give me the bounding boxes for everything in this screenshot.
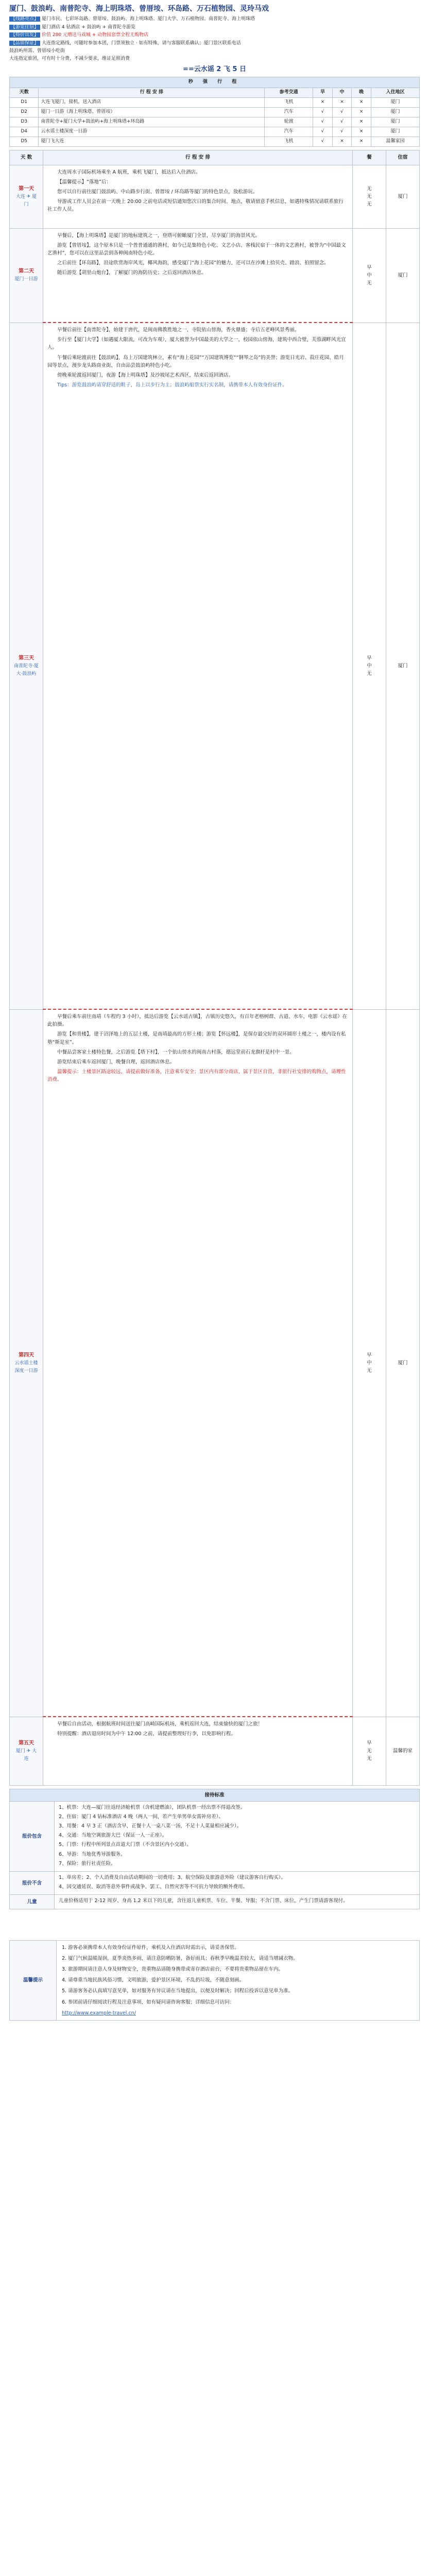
- schedule-breakfast: √: [313, 117, 333, 127]
- itinerary-column-header: 天 数: [10, 150, 43, 165]
- meal-item: 中: [367, 272, 372, 278]
- tips-content: [57, 1940, 420, 2020]
- schedule-traffic: 汽车: [265, 107, 313, 117]
- meta-text: 厦门酒店 4 钻酒店 + 鼓浪屿 + 南普陀寺游览: [42, 24, 135, 30]
- tip-item: 2. 厦门气候温暖湿润，夏季炎热多雨，请注意防晒防暑，备好雨具；春秋季早晚温差较大，请适当增减衣物。: [62, 1955, 298, 1961]
- schedule-traffic: 飞机: [265, 97, 313, 107]
- day-hotel: 厦门: [386, 323, 420, 1009]
- day-label-cell: [10, 165, 43, 228]
- day-paragraph: 傍晚乘轮渡返回厦门，夜游【海上明珠塔】及沙坡尾艺术西区，结束后返回酒店。: [57, 372, 234, 378]
- cost-item: 4、因交通延误、取消等意外事件或战争、罢工、自然灾害等不可抗力导致的额外费用。: [59, 1884, 248, 1890]
- day-paragraph: 【温馨提示】“落地”后：: [57, 179, 111, 185]
- day-content: [43, 165, 353, 228]
- day-hotel: 厦门: [386, 228, 420, 323]
- meta-lines: [9, 15, 420, 62]
- meal-item: 中: [367, 663, 372, 669]
- cost-side-label: 报价包含: [10, 1801, 55, 1871]
- day-label-cell: [10, 1009, 43, 1717]
- day-paragraph: 大连周水子国际机场乘坐 A 航班，乘机飞厦门，抵达后入住酒店。: [57, 169, 201, 175]
- tips-table: [9, 1940, 420, 2021]
- meta-line: [9, 47, 420, 55]
- day-paragraph: 早餐后前往【南普陀寺】，始建于唐代，是闽南佛教胜地之一，寺院依山傍海，香火鼎盛；寺后五老峰风景秀丽。: [57, 327, 300, 333]
- day-name: 第一天: [19, 186, 34, 192]
- schedule-row: [10, 107, 420, 117]
- tips-link[interactable]: http://www.example-travel.cn/: [62, 2010, 136, 2016]
- schedule-breakfast: √: [313, 107, 333, 117]
- cost-item: 1、单房差；2、个人消费及自由活动期间的一切费用；3、航空保险及旅游意外险（建议游客自行购买）。: [59, 1875, 286, 1881]
- cost-item: 儿童价格适用于 2-12 周岁、身高 1.2 米以下的儿童，含往返儿童机票、车位、半餐、导服；不含门票、床位，产生门票请游客现付。: [59, 1898, 348, 1904]
- schedule-table: [9, 77, 420, 147]
- schedule-stay: 厦门: [371, 107, 419, 117]
- page-subtitle: ==云水谣 2 飞 5 日: [183, 65, 246, 73]
- day-paragraph: 早餐后乘车前往南靖（车程约 3 小时），抵达后游览【云水谣古镇】，古镇历史悠久，有百年老榕树群、古道、水车，电影《云水谣》在此拍摄。: [47, 1014, 348, 1028]
- tip-item: 4. 请尊重当地民族风俗习惯，文明旅游，爱护景区环境，不乱扔垃圾，不随意刻画。: [62, 1977, 245, 1984]
- schedule-plan: 厦门一日游（海上明珠塔、曾厝垵）: [39, 107, 265, 117]
- cost-item: 5、门票：行程中所列景点首道大门票（不含景区内小交通）。: [59, 1842, 192, 1848]
- cost-item: 6、导游：当地优秀导游服务。: [59, 1851, 126, 1857]
- day-meals: [353, 228, 386, 323]
- schedule-dinner: ×: [352, 117, 371, 127]
- meta-line: [9, 55, 420, 62]
- schedule-day: D4: [10, 127, 39, 137]
- schedule-column-header: 参考交通: [265, 88, 313, 97]
- meal-item: 无: [367, 1748, 372, 1754]
- meal-item: 早: [367, 264, 372, 270]
- meta-line: [9, 15, 420, 23]
- schedule-traffic: 轮渡: [265, 117, 313, 127]
- day-tip: Tips：游览鼓浪屿请穿舒适的鞋子，岛上以步行为主；鼓浪屿船票实行实名制，请携带本人有效身份证件。: [57, 382, 287, 388]
- day-route: 云水谣土楼深度一日游: [14, 1361, 38, 1374]
- day-paragraph: 步行至【厦门大学】（如遇厦大限流，可改为车观），厦大被誉为中国最美的大学之一，校园依山傍海，建筑中西合璧，芙蓉湖畔风光宜人。: [47, 337, 346, 351]
- schedule-column-header: 早: [313, 88, 333, 97]
- day-route: 厦门一日游: [14, 277, 38, 282]
- schedule-dinner: ×: [352, 137, 371, 146]
- itinerary-column-header: 住宿: [386, 150, 420, 165]
- day-hotel: 温馨的家: [386, 1717, 420, 1785]
- schedule-stay: 厦门: [371, 97, 419, 107]
- itinerary-header-row: [10, 150, 420, 165]
- schedule-day: D2: [10, 107, 39, 117]
- schedule-breakfast: ×: [313, 97, 333, 107]
- day-label-cell: [10, 323, 43, 1009]
- schedule-lunch: √: [332, 107, 352, 117]
- meal-item: 无: [367, 671, 372, 677]
- itinerary-day-row: [10, 1009, 420, 1717]
- cost-item: 3、用餐：4 早 3 正（酒店含早，正餐十人一桌八菜一汤，不足十人菜量相应减少）。: [59, 1823, 242, 1829]
- itinerary-day-row: [10, 1717, 420, 1785]
- schedule-lunch: √: [332, 117, 352, 127]
- day-paragraph: 导游或工作人员会在前一天晚上 20:00 之前电话或短信通知您次日的集合时间、地点，敬请留意手机信息，如遇特殊情况请联系旅行社工作人员。: [47, 199, 344, 213]
- schedule-breakfast: √: [313, 137, 333, 146]
- meal-item: 早: [367, 1740, 372, 1746]
- meal-item: 早: [367, 1352, 372, 1358]
- cost-item: 2、住宿：厦门 4 钻标准酒店 4 晚（两人一间，若产生单男单女需补房差）。: [59, 1814, 224, 1820]
- schedule-row: [10, 97, 420, 107]
- schedule-breakfast: √: [313, 127, 333, 137]
- meta-line: [9, 40, 420, 47]
- day-meals: [353, 1009, 386, 1717]
- day-content: [43, 228, 353, 323]
- day-route: 厦门 ✈ 大连: [15, 1749, 37, 1761]
- schedule-plan: 大连飞厦门，接机，送入酒店: [39, 97, 265, 107]
- day-paragraph: 午餐后乘轮渡前往【鼓浪屿】，岛上万国建筑林立，素有“海上花园”“万国建筑博览”“钢琴之岛”的美誉；游览日光岩、菽庄花园、皓月园等景点，漫步龙头路商业街，自由品尝鼓浪屿特色小吃。: [47, 354, 344, 368]
- cost-table: [9, 1789, 420, 1909]
- schedule-traffic: 汽车: [265, 127, 313, 137]
- schedule-plan: 厦门飞大连: [39, 137, 265, 146]
- day-hotel: 厦门: [386, 165, 420, 228]
- schedule-lunch: ×: [332, 137, 352, 146]
- day-paragraph: 游览结束后乘车返回厦门，晚餐自理，返回酒店休息。: [57, 1059, 175, 1065]
- meta-text: 鼓浪屿所需、曾厝垵小吃街: [9, 48, 65, 54]
- meal-item: 无: [367, 280, 372, 286]
- schedule-row: [10, 127, 420, 137]
- cost-content: [55, 1895, 420, 1909]
- meal-item: 无: [367, 1368, 372, 1374]
- day-paragraph: 随后游览【胡里山炮台】，了解厦门的海防历史；之后返回酒店休息。: [57, 270, 207, 276]
- meal-item: 无: [367, 193, 372, 199]
- day-name: 第四天: [19, 1352, 34, 1359]
- meta-text: 大连指定路线，可随时参加本团，门票须独立 · 如有特殊，请与客服联系确认；厦门景区联系电话: [42, 40, 241, 46]
- schedule-day: D5: [10, 137, 39, 146]
- day-content: [43, 1009, 353, 1717]
- cost-row: [10, 1872, 420, 1895]
- schedule-row: [10, 117, 420, 127]
- day-route: 南普陀寺·厦大·鼓浪屿: [14, 664, 39, 676]
- cost-item: 4、交通：当地空调旅游大巴（保证一人一正座）。: [59, 1833, 167, 1839]
- schedule-lunch: ×: [332, 97, 352, 107]
- schedule-header-row: [10, 88, 420, 97]
- itinerary-column-header: 行 程 安 排: [43, 150, 353, 165]
- meta-text: 大连指定旅团，可有时十分费，不减少要求，维证足照消费: [9, 56, 130, 62]
- schedule-column-header: 中: [332, 88, 352, 97]
- day-hotel: 厦门: [386, 1009, 420, 1717]
- day-name: 第五天: [19, 1740, 34, 1747]
- cost-content: [55, 1801, 420, 1871]
- schedule-row: [10, 137, 420, 146]
- itinerary-day-row: [10, 228, 420, 323]
- day-name: 第二天: [19, 268, 34, 275]
- schedule-column-header: 晚: [352, 88, 371, 97]
- itinerary-column-header: 餐: [353, 150, 386, 165]
- tips-side-label: 温馨提示: [10, 1940, 57, 2020]
- day-paragraph: 游览【和贵楼】，建于沼泽地上的五层土楼，是南靖最高的方形土楼；游览【怀远楼】，是保存最完好的双环圆形土楼之一，楼内设有私塾“斯是室”。: [47, 1031, 346, 1045]
- schedule-column-header: 行 程 安 排: [39, 88, 265, 97]
- schedule-plan: 云水谣土楼深度一日游: [39, 127, 265, 137]
- meal-item: 无: [367, 201, 372, 208]
- schedule-stay: 厦门: [371, 127, 419, 137]
- cost-item: 7、保险：旅行社责任险。: [59, 1860, 116, 1867]
- day-paragraph: 早餐后，【海上明珠塔】是厦门的地标建筑之一，登塔可俯瞰厦门全景，尽享厦门的海景风光。: [57, 232, 261, 239]
- schedule-band: 秒 强 行 程: [10, 77, 420, 88]
- meta-label: 【品质保证】: [9, 41, 40, 46]
- day-label-cell: [10, 1717, 43, 1785]
- schedule-dinner: ×: [352, 127, 371, 137]
- day-meals: [353, 165, 386, 228]
- day-meals: [353, 1717, 386, 1785]
- day-paragraph: 特别提醒：酒店退房时间为中午 12:00 之前，请提前整理好行李，以免影响行程。: [57, 1731, 236, 1737]
- schedule-dinner: ×: [352, 107, 371, 117]
- schedule-lunch: √: [332, 127, 352, 137]
- meta-line: [9, 24, 420, 31]
- meta-label: 【线路亮点】: [9, 16, 40, 22]
- meta-line: [9, 31, 420, 39]
- cost-band: 接待标准: [10, 1789, 420, 1801]
- itinerary-day-row: [10, 165, 420, 228]
- tip-item: 6. 参团前请仔细阅读行程及注意事项，如有疑问请咨询客服；详细信息可访问：: [62, 1999, 235, 2005]
- schedule-stay: 温馨家园: [371, 137, 419, 146]
- meal-item: 早: [367, 655, 372, 661]
- day-paragraph: 游览【曾厝垵】，这个原本只是一个普普通通的渔村，如今已是集特色小吃、文艺小店、客栈民宿于一体的文艺渔村，被誉为“中国最文艺渔村”，您可以在这里品尝到各种闽南特色小吃。: [47, 242, 346, 256]
- day-paragraph: 之后前往【环岛路】，沿途欣赏海岸风光，椰风海韵，感受厦门“海上花园”的魅力，还可以在沙滩上拾贝壳、踏浪、拍照留念。: [57, 260, 329, 266]
- meta-text: 厦门市民、七彩环岛路、曾厝垵、鼓浪屿、海上明珠塔、厦门大学、万石植物园、南普陀寺、海上明珠塔: [42, 16, 255, 22]
- meal-item: 中: [367, 1360, 372, 1366]
- meta-label: 【特价出发】: [9, 32, 40, 38]
- day-content: [43, 323, 353, 1009]
- cost-content: [55, 1872, 420, 1895]
- day-label-cell: [10, 228, 43, 323]
- cost-side-label: 儿童: [10, 1895, 55, 1909]
- day-name: 第三天: [19, 655, 34, 662]
- day-meals: [353, 323, 386, 1009]
- itinerary-table: [9, 150, 420, 1786]
- cost-row: [10, 1895, 420, 1909]
- day-content: [43, 1717, 353, 1785]
- tip-item: 1. 游客必须携带本人有效身份证件原件，乘机及入住酒店时需出示，请妥善保管。: [62, 1944, 239, 1951]
- meta-text: 价值 280 元赠送马戏城 + 动物园套票全程无购物店: [42, 32, 149, 38]
- cost-row: [10, 1801, 420, 1871]
- meal-item: 无: [367, 1756, 372, 1762]
- cost-side-label: 报价不含: [10, 1872, 55, 1895]
- schedule-dinner: ×: [352, 97, 371, 107]
- day-paragraph: 您可以自行前往厦门鼓浪屿、中山路步行街、曾厝垵 / 环岛路等厦门的特色景点，放松游玩。: [57, 189, 258, 195]
- cost-item: 1、机票：大连—厦门往返经济舱机票（含机建燃油），团队机票一经出票不得退改签。: [59, 1804, 246, 1810]
- schedule-day: D1: [10, 97, 39, 107]
- day-paragraph: 早餐后自由活动，根据航班时间送往厦门高崎国际机场，乘机返回大连，结束愉快的厦门之旅！: [57, 1721, 263, 1727]
- day-warning: 温馨提示：土楼景区路途较远，请提前做好准备，注意乘车安全；景区内有部分商店，属于景区自营，非旅行社安排的购物点，请理性消费。: [47, 1069, 346, 1083]
- day-paragraph: 中餐品尝客家土楼特色餐，之后游览【塔下村】，一个依山傍水的闽南古村落，德远堂前石龙旗杆是村中一景。: [57, 1049, 295, 1055]
- itinerary-day-row: [10, 323, 420, 1009]
- schedule-plan: 南普陀寺+厦门大学+鼓浪屿+海上明珠塔+环岛路: [39, 117, 265, 127]
- tip-item: 5. 请游客务必认真填写意见单，如对服务有异议请在当地提出，以便及时解决；回程后投诉以意见单为准。: [62, 1988, 294, 1994]
- meal-item: 无: [367, 185, 372, 192]
- tip-item: 3. 旅游期间请注意人身及财物安全，贵重物品请随身携带或寄存酒店前台，不要将贵重物品留在车内。: [62, 1966, 284, 1972]
- header: [0, 0, 429, 75]
- day-route: 大连 ✈ 厦门: [15, 194, 37, 207]
- schedule-traffic: 飞机: [265, 137, 313, 146]
- page-title: 厦门、鼓浪屿、南普陀寺、海上明珠塔、曾厝垵、环岛路、万石植物园、灵玲马戏: [9, 5, 269, 13]
- schedule-column-header: 天数: [10, 88, 39, 97]
- schedule-stay: 厦门: [371, 117, 419, 127]
- meta-label: 【游览住宿】: [9, 25, 40, 30]
- schedule-day: D3: [10, 117, 39, 127]
- schedule-column-header: 入住地区: [371, 88, 419, 97]
